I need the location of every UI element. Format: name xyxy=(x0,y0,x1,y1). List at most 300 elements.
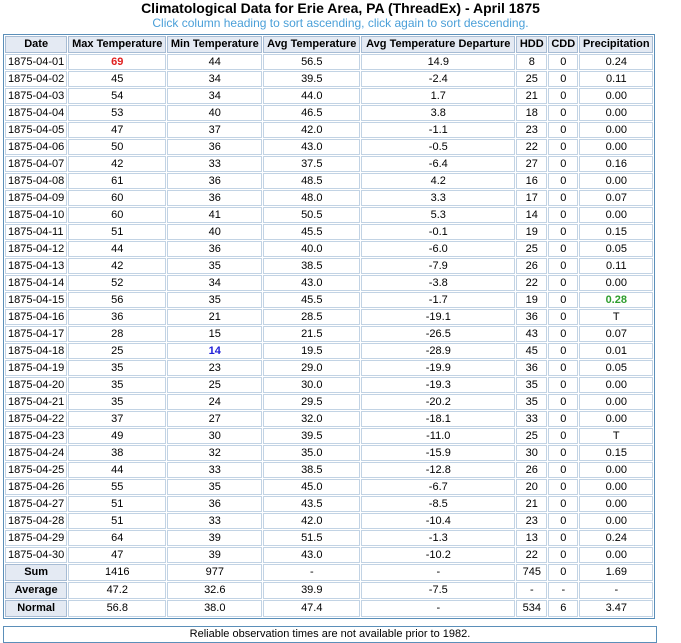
cell-min-temperature: 21 xyxy=(167,309,262,325)
cell-precipitation: 0.28 xyxy=(579,292,653,308)
cell-date: 1875-04-03 xyxy=(5,88,67,104)
summary-max-temperature: 56.8 xyxy=(68,600,166,617)
cell-avg-temperature: 29.5 xyxy=(263,394,360,410)
cell-min-temperature: 34 xyxy=(167,88,262,104)
cell-date: 1875-04-26 xyxy=(5,479,67,495)
cell-cdd: 0 xyxy=(548,411,578,427)
cell-precipitation: 0.00 xyxy=(579,513,653,529)
cell-max-temperature: 25 xyxy=(68,343,166,359)
cell-max-temperature: 51 xyxy=(68,496,166,512)
table-row xyxy=(5,156,653,172)
cell-avg-temperature-departure: 3.3 xyxy=(361,190,515,206)
table-row xyxy=(5,309,653,325)
cell-hdd: 43 xyxy=(516,326,547,342)
cell-max-temperature: 44 xyxy=(68,241,166,257)
cell-min-temperature: 39 xyxy=(167,530,262,546)
table-row xyxy=(5,122,653,138)
summary-hdd: - xyxy=(516,582,547,599)
summary-cdd: 0 xyxy=(548,564,578,581)
cell-date: 1875-04-24 xyxy=(5,445,67,461)
cell-avg-temperature: 44.0 xyxy=(263,88,360,104)
table-row xyxy=(5,513,653,529)
table-row xyxy=(5,462,653,478)
cell-date: 1875-04-30 xyxy=(5,547,67,563)
cell-hdd: 25 xyxy=(516,241,547,257)
cell-precipitation: 0.05 xyxy=(579,241,653,257)
cell-cdd: 0 xyxy=(548,343,578,359)
cell-avg-temperature: 38.5 xyxy=(263,462,360,478)
summary-label: Normal xyxy=(5,600,67,617)
cell-date: 1875-04-08 xyxy=(5,173,67,189)
cell-min-temperature: 36 xyxy=(167,241,262,257)
summary-cdd: 6 xyxy=(548,600,578,617)
cell-min-temperature: 39 xyxy=(167,547,262,563)
cell-date: 1875-04-16 xyxy=(5,309,67,325)
cell-hdd: 35 xyxy=(516,377,547,393)
cell-max-temperature: 64 xyxy=(68,530,166,546)
cell-precipitation: 0.11 xyxy=(579,258,653,274)
cell-hdd: 30 xyxy=(516,445,547,461)
cell-avg-temperature-departure: 14.9 xyxy=(361,54,515,70)
summary-row xyxy=(5,564,653,581)
cell-min-temperature: 35 xyxy=(167,292,262,308)
cell-avg-temperature: 28.5 xyxy=(263,309,360,325)
cell-min-temperature: 35 xyxy=(167,479,262,495)
cell-avg-temperature-departure: -7.9 xyxy=(361,258,515,274)
cell-date: 1875-04-21 xyxy=(5,394,67,410)
cell-min-temperature: 25 xyxy=(167,377,262,393)
cell-cdd: 0 xyxy=(548,530,578,546)
cell-min-temperature: 40 xyxy=(167,105,262,121)
cell-date: 1875-04-25 xyxy=(5,462,67,478)
cell-min-temperature: 36 xyxy=(167,173,262,189)
cell-min-temperature: 32 xyxy=(167,445,262,461)
cell-avg-temperature: 19.5 xyxy=(263,343,360,359)
table-row xyxy=(5,207,653,223)
table-row xyxy=(5,105,653,121)
cell-date: 1875-04-06 xyxy=(5,139,67,155)
column-header-min-temperature[interactable]: Min Temperature xyxy=(167,36,262,53)
column-header-hdd[interactable]: HDD xyxy=(516,36,547,53)
cell-max-temperature: 36 xyxy=(68,309,166,325)
cell-avg-temperature: 43.0 xyxy=(263,139,360,155)
summary-min-temperature: 38.0 xyxy=(167,600,262,617)
cell-avg-temperature-departure: -6.0 xyxy=(361,241,515,257)
cell-avg-temperature: 51.5 xyxy=(263,530,360,546)
cell-date: 1875-04-15 xyxy=(5,292,67,308)
page-title: Climatological Data for Erie Area, PA (ThreadEx) - April 1875 xyxy=(141,0,540,16)
cell-date: 1875-04-14 xyxy=(5,275,67,291)
table-row xyxy=(5,88,653,104)
cell-hdd: 13 xyxy=(516,530,547,546)
cell-hdd: 22 xyxy=(516,139,547,155)
cell-max-temperature: 52 xyxy=(68,275,166,291)
summary-avg-temperature: 47.4 xyxy=(263,600,360,617)
summary-hdd: 745 xyxy=(516,564,547,581)
cell-max-temperature: 45 xyxy=(68,71,166,87)
summary-label: Average xyxy=(5,582,67,599)
cell-cdd: 0 xyxy=(548,445,578,461)
cell-precipitation: 0.00 xyxy=(579,377,653,393)
cell-precipitation: 0.00 xyxy=(579,479,653,495)
summary-cdd: - xyxy=(548,582,578,599)
cell-max-temperature: 38 xyxy=(68,445,166,461)
cell-min-temperature: 27 xyxy=(167,411,262,427)
cell-date: 1875-04-17 xyxy=(5,326,67,342)
cell-hdd: 45 xyxy=(516,343,547,359)
cell-avg-temperature-departure: -19.9 xyxy=(361,360,515,376)
cell-min-temperature: 24 xyxy=(167,394,262,410)
cell-cdd: 0 xyxy=(548,547,578,563)
cell-precipitation: 0.15 xyxy=(579,445,653,461)
cell-cdd: 0 xyxy=(548,207,578,223)
cell-avg-temperature-departure: -20.2 xyxy=(361,394,515,410)
summary-avg-temperature-departure: - xyxy=(361,600,515,617)
cell-avg-temperature: 45.0 xyxy=(263,479,360,495)
cell-avg-temperature: 39.5 xyxy=(263,428,360,444)
summary-min-temperature: 977 xyxy=(167,564,262,581)
cell-hdd: 36 xyxy=(516,360,547,376)
cell-max-temperature: 35 xyxy=(68,394,166,410)
cell-date: 1875-04-19 xyxy=(5,360,67,376)
cell-cdd: 0 xyxy=(548,479,578,495)
cell-cdd: 0 xyxy=(548,224,578,240)
cell-max-temperature: 47 xyxy=(68,547,166,563)
cell-cdd: 0 xyxy=(548,258,578,274)
cell-max-temperature: 60 xyxy=(68,207,166,223)
table-row xyxy=(5,343,653,359)
cell-date: 1875-04-20 xyxy=(5,377,67,393)
cell-precipitation: 0.11 xyxy=(579,71,653,87)
cell-hdd: 23 xyxy=(516,122,547,138)
table-row xyxy=(5,377,653,393)
observation-note: Reliable observation times are not available prior to 1982. xyxy=(3,626,657,643)
summary-min-temperature: 32.6 xyxy=(167,582,262,599)
cell-precipitation: 0.00 xyxy=(579,547,653,563)
summary-avg-temperature-departure: -7.5 xyxy=(361,582,515,599)
cell-avg-temperature: 30.0 xyxy=(263,377,360,393)
cell-date: 1875-04-28 xyxy=(5,513,67,529)
cell-hdd: 27 xyxy=(516,156,547,172)
cell-cdd: 0 xyxy=(548,190,578,206)
cell-avg-temperature: 21.5 xyxy=(263,326,360,342)
cell-min-temperature: 34 xyxy=(167,275,262,291)
cell-cdd: 0 xyxy=(548,326,578,342)
table-row xyxy=(5,530,653,546)
cell-avg-temperature-departure: -6.7 xyxy=(361,479,515,495)
cell-avg-temperature-departure: -19.3 xyxy=(361,377,515,393)
cell-precipitation: 0.24 xyxy=(579,54,653,70)
cell-max-temperature: 49 xyxy=(68,428,166,444)
cell-cdd: 0 xyxy=(548,241,578,257)
column-header-date[interactable]: Date xyxy=(5,36,67,53)
cell-avg-temperature: 45.5 xyxy=(263,292,360,308)
cell-cdd: 0 xyxy=(548,513,578,529)
cell-max-temperature: 50 xyxy=(68,139,166,155)
cell-cdd: 0 xyxy=(548,496,578,512)
cell-cdd: 0 xyxy=(548,394,578,410)
cell-precipitation: 0.07 xyxy=(579,326,653,342)
cell-hdd: 8 xyxy=(516,54,547,70)
cell-min-temperature: 34 xyxy=(167,71,262,87)
summary-label: Sum xyxy=(5,564,67,581)
cell-max-temperature: 53 xyxy=(68,105,166,121)
cell-min-temperature: 44 xyxy=(167,54,262,70)
cell-cdd: 0 xyxy=(548,292,578,308)
cell-hdd: 25 xyxy=(516,428,547,444)
table-row xyxy=(5,445,653,461)
cell-max-temperature: 47 xyxy=(68,122,166,138)
cell-avg-temperature: 42.0 xyxy=(263,513,360,529)
cell-min-temperature: 14 xyxy=(167,343,262,359)
cell-cdd: 0 xyxy=(548,173,578,189)
cell-cdd: 0 xyxy=(548,122,578,138)
column-header-precipitation[interactable]: Precipitation xyxy=(579,36,653,53)
cell-hdd: 14 xyxy=(516,207,547,223)
cell-avg-temperature-departure: -11.0 xyxy=(361,428,515,444)
table-row xyxy=(5,326,653,342)
cell-date: 1875-04-04 xyxy=(5,105,67,121)
cell-avg-temperature-departure: -6.4 xyxy=(361,156,515,172)
cell-cdd: 0 xyxy=(548,309,578,325)
summary-avg-temperature-departure: - xyxy=(361,564,515,581)
cell-precipitation: 0.24 xyxy=(579,530,653,546)
cell-precipitation: 0.00 xyxy=(579,139,653,155)
cell-avg-temperature: 35.0 xyxy=(263,445,360,461)
cell-avg-temperature-departure: -12.8 xyxy=(361,462,515,478)
table-row xyxy=(5,411,653,427)
cell-precipitation: 0.00 xyxy=(579,496,653,512)
cell-date: 1875-04-23 xyxy=(5,428,67,444)
cell-avg-temperature-departure: 1.7 xyxy=(361,88,515,104)
cell-avg-temperature-departure: -15.9 xyxy=(361,445,515,461)
cell-avg-temperature-departure: 4.2 xyxy=(361,173,515,189)
cell-avg-temperature: 37.5 xyxy=(263,156,360,172)
sort-instructions: Click column heading to sort ascending, click again to sort descending. xyxy=(152,16,529,30)
summary-max-temperature: 1416 xyxy=(68,564,166,581)
cell-cdd: 0 xyxy=(548,88,578,104)
table-row xyxy=(5,258,653,274)
cell-date: 1875-04-05 xyxy=(5,122,67,138)
cell-max-temperature: 37 xyxy=(68,411,166,427)
column-header-avg-temperature-departure[interactable]: Avg Temperature Departure xyxy=(361,36,515,53)
cell-max-temperature: 60 xyxy=(68,190,166,206)
cell-avg-temperature: 39.5 xyxy=(263,71,360,87)
cell-cdd: 0 xyxy=(548,105,578,121)
table-row xyxy=(5,224,653,240)
column-header-cdd[interactable]: CDD xyxy=(548,36,578,53)
cell-precipitation: 0.00 xyxy=(579,394,653,410)
cell-hdd: 33 xyxy=(516,411,547,427)
cell-avg-temperature-departure: -2.4 xyxy=(361,71,515,87)
cell-date: 1875-04-29 xyxy=(5,530,67,546)
table-row xyxy=(5,428,653,444)
column-header-avg-temperature[interactable]: Avg Temperature xyxy=(263,36,360,53)
cell-min-temperature: 41 xyxy=(167,207,262,223)
cell-avg-temperature: 50.5 xyxy=(263,207,360,223)
cell-avg-temperature-departure: -3.8 xyxy=(361,275,515,291)
table-row xyxy=(5,241,653,257)
cell-min-temperature: 33 xyxy=(167,513,262,529)
cell-avg-temperature: 56.5 xyxy=(263,54,360,70)
summary-precipitation: 1.69 xyxy=(579,564,653,581)
cell-max-temperature: 42 xyxy=(68,156,166,172)
cell-avg-temperature-departure: -26.5 xyxy=(361,326,515,342)
cell-min-temperature: 15 xyxy=(167,326,262,342)
cell-avg-temperature: 40.0 xyxy=(263,241,360,257)
table-row xyxy=(5,54,653,70)
table-row xyxy=(5,547,653,563)
cell-cdd: 0 xyxy=(548,139,578,155)
cell-date: 1875-04-18 xyxy=(5,343,67,359)
cell-date: 1875-04-10 xyxy=(5,207,67,223)
cell-hdd: 36 xyxy=(516,309,547,325)
cell-max-temperature: 35 xyxy=(68,377,166,393)
cell-precipitation: T xyxy=(579,428,653,444)
cell-avg-temperature-departure: -1.7 xyxy=(361,292,515,308)
cell-max-temperature: 56 xyxy=(68,292,166,308)
summary-avg-temperature: - xyxy=(263,564,360,581)
summary-max-temperature: 47.2 xyxy=(68,582,166,599)
cell-avg-temperature: 29.0 xyxy=(263,360,360,376)
cell-cdd: 0 xyxy=(548,54,578,70)
summary-precipitation: 3.47 xyxy=(579,600,653,617)
cell-avg-temperature: 42.0 xyxy=(263,122,360,138)
cell-avg-temperature-departure: -0.1 xyxy=(361,224,515,240)
cell-avg-temperature: 45.5 xyxy=(263,224,360,240)
table-row xyxy=(5,71,653,87)
cell-avg-temperature: 43.5 xyxy=(263,496,360,512)
cell-min-temperature: 23 xyxy=(167,360,262,376)
cell-date: 1875-04-01 xyxy=(5,54,67,70)
cell-max-temperature: 44 xyxy=(68,462,166,478)
cell-precipitation: 0.00 xyxy=(579,411,653,427)
cell-precipitation: 0.16 xyxy=(579,156,653,172)
cell-min-temperature: 36 xyxy=(167,190,262,206)
cell-avg-temperature: 48.0 xyxy=(263,190,360,206)
table-row xyxy=(5,479,653,495)
cell-hdd: 18 xyxy=(516,105,547,121)
climate-data-table xyxy=(3,34,655,619)
cell-precipitation: 0.05 xyxy=(579,360,653,376)
cell-hdd: 26 xyxy=(516,462,547,478)
cell-hdd: 22 xyxy=(516,275,547,291)
cell-precipitation: 0.00 xyxy=(579,275,653,291)
table-row xyxy=(5,190,653,206)
column-header-max-temperature[interactable]: Max Temperature xyxy=(68,36,166,53)
cell-avg-temperature-departure: -8.5 xyxy=(361,496,515,512)
cell-date: 1875-04-22 xyxy=(5,411,67,427)
cell-cdd: 0 xyxy=(548,462,578,478)
cell-cdd: 0 xyxy=(548,360,578,376)
cell-avg-temperature-departure: -18.1 xyxy=(361,411,515,427)
cell-hdd: 35 xyxy=(516,394,547,410)
summary-precipitation: - xyxy=(579,582,653,599)
cell-avg-temperature: 32.0 xyxy=(263,411,360,427)
cell-avg-temperature-departure: -10.4 xyxy=(361,513,515,529)
cell-hdd: 17 xyxy=(516,190,547,206)
cell-max-temperature: 35 xyxy=(68,360,166,376)
cell-max-temperature: 51 xyxy=(68,513,166,529)
cell-max-temperature: 69 xyxy=(68,54,166,70)
cell-date: 1875-04-09 xyxy=(5,190,67,206)
cell-min-temperature: 30 xyxy=(167,428,262,444)
cell-hdd: 26 xyxy=(516,258,547,274)
cell-avg-temperature-departure: -19.1 xyxy=(361,309,515,325)
cell-max-temperature: 42 xyxy=(68,258,166,274)
cell-avg-temperature-departure: -10.2 xyxy=(361,547,515,563)
cell-hdd: 22 xyxy=(516,547,547,563)
cell-hdd: 19 xyxy=(516,224,547,240)
cell-min-temperature: 33 xyxy=(167,462,262,478)
cell-avg-temperature-departure: 3.8 xyxy=(361,105,515,121)
cell-date: 1875-04-07 xyxy=(5,156,67,172)
cell-max-temperature: 51 xyxy=(68,224,166,240)
cell-avg-temperature-departure: -1.1 xyxy=(361,122,515,138)
cell-precipitation: 0.15 xyxy=(579,224,653,240)
cell-avg-temperature: 38.5 xyxy=(263,258,360,274)
cell-date: 1875-04-13 xyxy=(5,258,67,274)
table-row xyxy=(5,292,653,308)
cell-max-temperature: 54 xyxy=(68,88,166,104)
cell-precipitation: 0.00 xyxy=(579,122,653,138)
table-header-row xyxy=(5,36,653,53)
table-row xyxy=(5,139,653,155)
cell-avg-temperature-departure: 5.3 xyxy=(361,207,515,223)
cell-avg-temperature-departure: -28.9 xyxy=(361,343,515,359)
cell-avg-temperature: 43.0 xyxy=(263,547,360,563)
summary-avg-temperature: 39.9 xyxy=(263,582,360,599)
summary-hdd: 534 xyxy=(516,600,547,617)
cell-date: 1875-04-02 xyxy=(5,71,67,87)
cell-avg-temperature: 48.5 xyxy=(263,173,360,189)
cell-avg-temperature: 43.0 xyxy=(263,275,360,291)
cell-avg-temperature-departure: -0.5 xyxy=(361,139,515,155)
cell-min-temperature: 36 xyxy=(167,139,262,155)
cell-hdd: 21 xyxy=(516,88,547,104)
cell-hdd: 19 xyxy=(516,292,547,308)
cell-cdd: 0 xyxy=(548,275,578,291)
cell-precipitation: 0.00 xyxy=(579,207,653,223)
cell-hdd: 21 xyxy=(516,496,547,512)
cell-min-temperature: 36 xyxy=(167,496,262,512)
table-row xyxy=(5,496,653,512)
cell-hdd: 20 xyxy=(516,479,547,495)
cell-cdd: 0 xyxy=(548,377,578,393)
table-row xyxy=(5,275,653,291)
cell-hdd: 23 xyxy=(516,513,547,529)
cell-min-temperature: 33 xyxy=(167,156,262,172)
table-row xyxy=(5,173,653,189)
cell-hdd: 16 xyxy=(516,173,547,189)
cell-cdd: 0 xyxy=(548,156,578,172)
summary-row xyxy=(5,582,653,599)
cell-precipitation: 0.00 xyxy=(579,173,653,189)
cell-precipitation: 0.07 xyxy=(579,190,653,206)
table-row xyxy=(5,394,653,410)
cell-min-temperature: 40 xyxy=(167,224,262,240)
cell-precipitation: 0.00 xyxy=(579,105,653,121)
cell-max-temperature: 28 xyxy=(68,326,166,342)
cell-date: 1875-04-12 xyxy=(5,241,67,257)
cell-precipitation: 0.00 xyxy=(579,88,653,104)
cell-avg-temperature-departure: -1.3 xyxy=(361,530,515,546)
cell-cdd: 0 xyxy=(548,428,578,444)
table-row xyxy=(5,360,653,376)
cell-precipitation: T xyxy=(579,309,653,325)
cell-min-temperature: 35 xyxy=(167,258,262,274)
cell-cdd: 0 xyxy=(548,71,578,87)
